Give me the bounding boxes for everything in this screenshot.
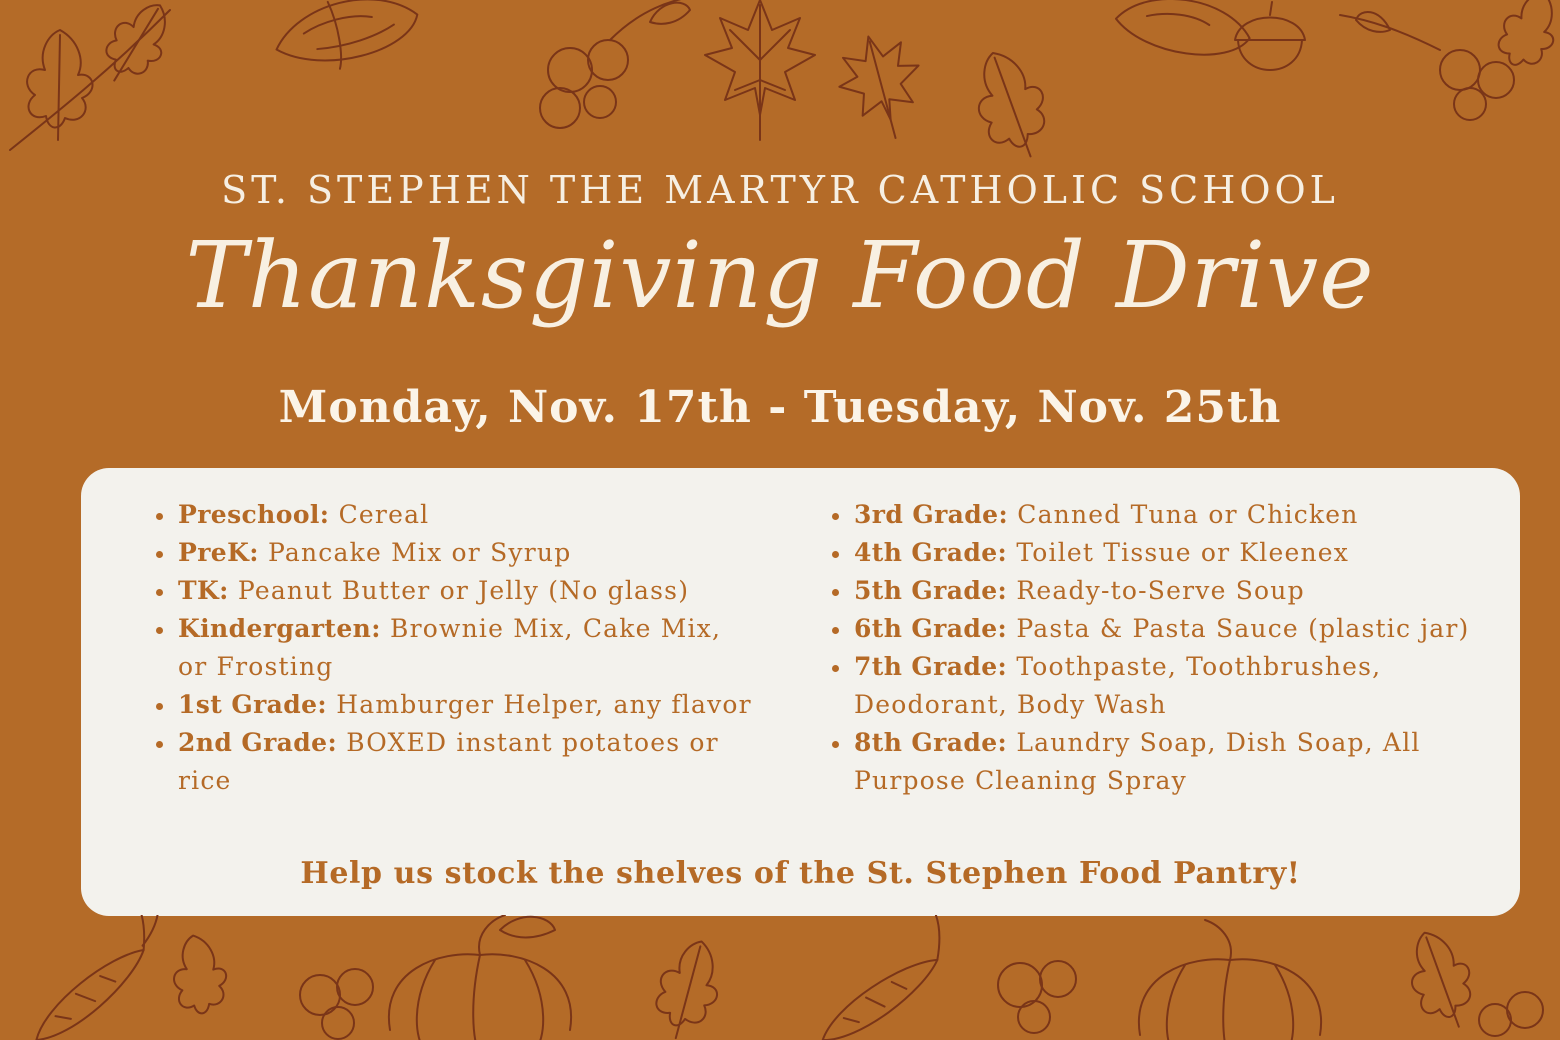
oak-leaf-icon — [962, 42, 1061, 160]
grade-label: 3rd Grade: — [854, 500, 1009, 529]
donation-item: Toilet Tissue or Kleenex — [1016, 538, 1350, 567]
list-item — [153, 572, 753, 610]
donation-item: Brownie Mix, Cake Mix, or Frosting — [178, 614, 722, 681]
pumpkin-icon — [389, 915, 571, 1040]
grade-label: 7th Grade: — [854, 652, 1008, 681]
sweet-potato-icon — [1112, 0, 1254, 64]
berries-icon — [300, 969, 373, 1039]
oak-leaf-icon — [93, 0, 182, 94]
autumn-harvest-illustration-bottom — [0, 915, 1560, 1040]
list-item — [829, 648, 1509, 724]
autumn-harvest-illustration-top — [0, 0, 1560, 160]
donation-item: Hamburger Helper, any flavor — [336, 690, 752, 719]
grade-label: 1st Grade: — [178, 690, 328, 719]
berries-icon — [1479, 992, 1543, 1036]
donation-item: Peanut Butter or Jelly (No glass) — [237, 576, 690, 605]
grade-label: PreK: — [178, 538, 259, 567]
donation-list-right — [829, 496, 1509, 800]
grade-label: 2nd Grade: — [178, 728, 338, 757]
page-title: Thanksgiving Food Drive — [185, 222, 1375, 329]
oak-leaf-icon — [1397, 923, 1486, 1037]
oak-leaf-icon — [27, 30, 92, 140]
pumpkin-icon — [1139, 920, 1321, 1040]
donation-item: Pancake Mix or Syrup — [268, 538, 572, 567]
donation-item: Pasta & Pasta Sauce (plastic jar) — [1016, 614, 1470, 643]
list-item — [153, 724, 753, 800]
donation-item: Ready-to-Serve Soup — [1016, 576, 1305, 605]
list-item — [153, 534, 753, 572]
event-dates: Monday, Nov. 17th - Tuesday, Nov. 25th — [278, 382, 1282, 433]
oak-leaf-icon — [647, 934, 729, 1040]
sweet-potato-icon — [269, 0, 425, 81]
donation-item: BOXED instant potatoes or rice — [178, 728, 719, 795]
list-item — [153, 496, 753, 534]
grade-label: Kindergarten: — [178, 614, 381, 643]
donation-list-left — [153, 496, 753, 800]
grade-label: 8th Grade: — [854, 728, 1008, 757]
grade-label: 4th Grade: — [854, 538, 1008, 567]
school-name: ST. STEPHEN THE MARTYR CATHOLIC SCHOOL — [221, 168, 1339, 212]
grade-label: 5th Grade: — [854, 576, 1008, 605]
list-item — [829, 496, 1509, 534]
oak-leaf-icon — [167, 931, 232, 1017]
list-item — [153, 610, 753, 686]
donation-item: Cereal — [338, 500, 430, 529]
donation-item: Laundry Soap, Dish Soap, All Purpose Cleaning Spray — [854, 728, 1421, 795]
carrot-icon — [0, 915, 192, 1040]
list-item — [829, 724, 1509, 800]
maple-leaf-icon — [829, 26, 935, 149]
berries-icon — [998, 961, 1076, 1033]
donation-list-card — [81, 468, 1520, 916]
donation-item: Toothpaste, Toothbrushes, Deodorant, Body Wash — [854, 652, 1382, 719]
berries-icon — [1340, 12, 1514, 120]
grade-label: TK: — [178, 576, 229, 605]
carrot-icon — [788, 915, 967, 1040]
grade-label: Preschool: — [178, 500, 330, 529]
berries-icon — [540, 0, 700, 128]
maple-leaf-icon — [705, 0, 815, 140]
list-item — [153, 686, 753, 724]
acorn-icon — [1235, 2, 1305, 70]
donation-item: Canned Tuna or Chicken — [1017, 500, 1359, 529]
list-item — [829, 572, 1509, 610]
list-item — [829, 534, 1509, 572]
grade-label: 6th Grade: — [854, 614, 1008, 643]
list-item — [829, 610, 1509, 648]
call-to-action: Help us stock the shelves of the St. Stephen Food Pantry! — [300, 856, 1301, 891]
